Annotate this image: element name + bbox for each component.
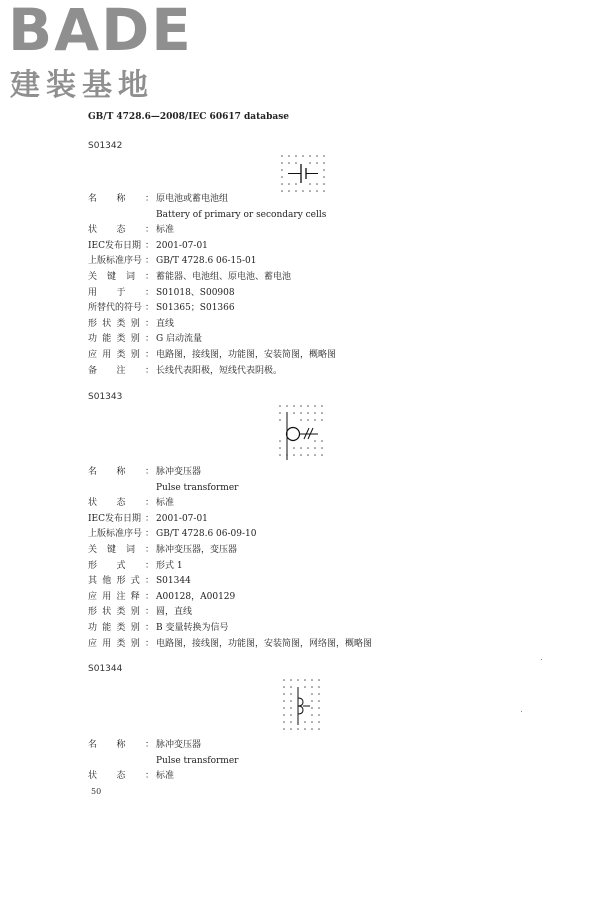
logo-subtitle: 建装基地 (10, 68, 154, 103)
detail-value: 电路图，接线图，功能图，安装简图，网络图，概略图 (156, 638, 373, 649)
detail-row (88, 348, 336, 364)
detail-value: 脉冲变压器 (156, 740, 202, 750)
detail-row (88, 270, 336, 286)
detail-row (88, 637, 372, 653)
detail-label: 状 态 ： (88, 498, 154, 509)
entry-code: S01344 (88, 664, 123, 674)
page-number: 50 (91, 787, 102, 796)
detail-label: 上版标准序号 ： (88, 256, 154, 267)
detail-row (88, 621, 372, 637)
detail-label: 名 称 ： (88, 467, 154, 477)
detail-label: IEC发布日期 ： (88, 240, 154, 251)
detail-row (88, 286, 336, 302)
detail-label: 应 用 注 释 ： (88, 591, 154, 602)
detail-label: 形 状 类 别 ： (88, 607, 154, 618)
detail-label: 上版标准序号 ： (88, 529, 154, 540)
detail-row (88, 574, 372, 590)
detail-value: S01344 (156, 576, 191, 587)
detail-value: 脉冲变压器，变压器 (156, 544, 238, 555)
detail-label: 名 称 ： (88, 740, 154, 750)
detail-row (88, 738, 238, 754)
entry-details (88, 465, 372, 652)
detail-value: 圆，直线 (156, 607, 193, 618)
detail-value: GB/T 4728.6 06-15-01 (156, 256, 257, 267)
logo (8, 0, 193, 103)
detail-value: 原电池或蓄电池组 (156, 194, 229, 204)
database-header: GB/T 4728.6—2008/IEC 60617 database (88, 112, 290, 122)
detail-row (88, 317, 336, 333)
detail-value: 直线 (156, 318, 175, 329)
detail-row (88, 527, 372, 543)
detail-label: 名 称 ： (88, 194, 154, 204)
detail-row (88, 254, 336, 270)
entry-details (88, 192, 336, 379)
detail-value: 形式 1 (156, 560, 183, 571)
entry-code: S01342 (88, 141, 123, 151)
detail-value: 2001-07-01 (156, 513, 208, 524)
pulse-transformer-winding-symbol-icon (282, 678, 322, 734)
entry-details (88, 738, 238, 785)
detail-label: 备 注 ： (88, 365, 154, 376)
detail-label: 关 键 词 ： (88, 271, 154, 282)
detail-label (88, 754, 154, 770)
detail-label: 形 状 类 别 ： (88, 318, 154, 329)
detail-label: 应 用 类 别 ： (88, 349, 154, 360)
detail-row (88, 364, 336, 380)
detail-value: 蓄能器、电池组、原电池、蓄电池 (156, 271, 292, 282)
detail-value: 长线代表阳极，短线代表阴极。 (156, 365, 283, 376)
detail-value: 2001-07-01 (156, 240, 208, 251)
detail-row (88, 605, 372, 621)
battery-symbol-icon (280, 154, 328, 194)
detail-row (88, 301, 336, 317)
detail-label (88, 481, 154, 497)
detail-value: 标准 (156, 225, 175, 236)
detail-value: 标准 (156, 771, 175, 782)
detail-label: 功 能 类 别 ： (88, 622, 154, 633)
detail-value: 电路图，接线图，功能图，安装简图，概略图 (156, 349, 337, 360)
scan-speck (541, 659, 542, 660)
detail-row (88, 465, 372, 481)
detail-row (88, 559, 372, 575)
detail-row (88, 590, 372, 606)
detail-value: S01018、S00908 (156, 287, 235, 298)
detail-label: 功 能 类 别 ： (88, 334, 154, 345)
detail-value: S01365；S01366 (156, 303, 235, 314)
detail-label: 应 用 类 别 ： (88, 638, 154, 649)
detail-value: 脉冲变压器 (156, 467, 202, 477)
detail-value: G 启动流量 (156, 334, 203, 345)
detail-value: Pulse transformer (156, 755, 239, 766)
detail-value: B 变量转换为信号 (156, 622, 229, 633)
pulse-transformer-circle-symbol-icon (278, 404, 328, 464)
detail-label: 状 态 ： (88, 771, 154, 782)
scan-speck (521, 711, 522, 712)
logo-wordmark: BADE (8, 0, 193, 64)
detail-label: 关 键 词 ： (88, 544, 154, 555)
detail-row (88, 496, 372, 512)
detail-label: 用 于 ： (88, 287, 154, 298)
detail-label: 形 式 ： (88, 560, 154, 571)
detail-label: IEC发布日期 ： (88, 513, 154, 524)
detail-label: 所替代的符号 ： (88, 303, 154, 314)
detail-value: A00128，A00129 (156, 591, 236, 602)
detail-row (88, 512, 372, 528)
detail-value: 标准 (156, 498, 175, 509)
detail-label: 其 他 形 式 ： (88, 576, 154, 587)
detail-row (88, 223, 336, 239)
detail-row (88, 239, 336, 255)
entry-code: S01343 (88, 392, 123, 402)
detail-row (88, 481, 372, 497)
detail-value: Battery of primary or secondary cells (156, 209, 327, 220)
detail-row (88, 208, 336, 224)
detail-row (88, 754, 238, 770)
detail-row (88, 332, 336, 348)
detail-label (88, 208, 154, 224)
detail-row (88, 543, 372, 559)
detail-value: Pulse transformer (156, 482, 239, 493)
detail-row (88, 769, 238, 785)
detail-value: GB/T 4728.6 06-09-10 (156, 529, 257, 540)
detail-row (88, 192, 336, 208)
detail-label: 状 态 ： (88, 225, 154, 236)
